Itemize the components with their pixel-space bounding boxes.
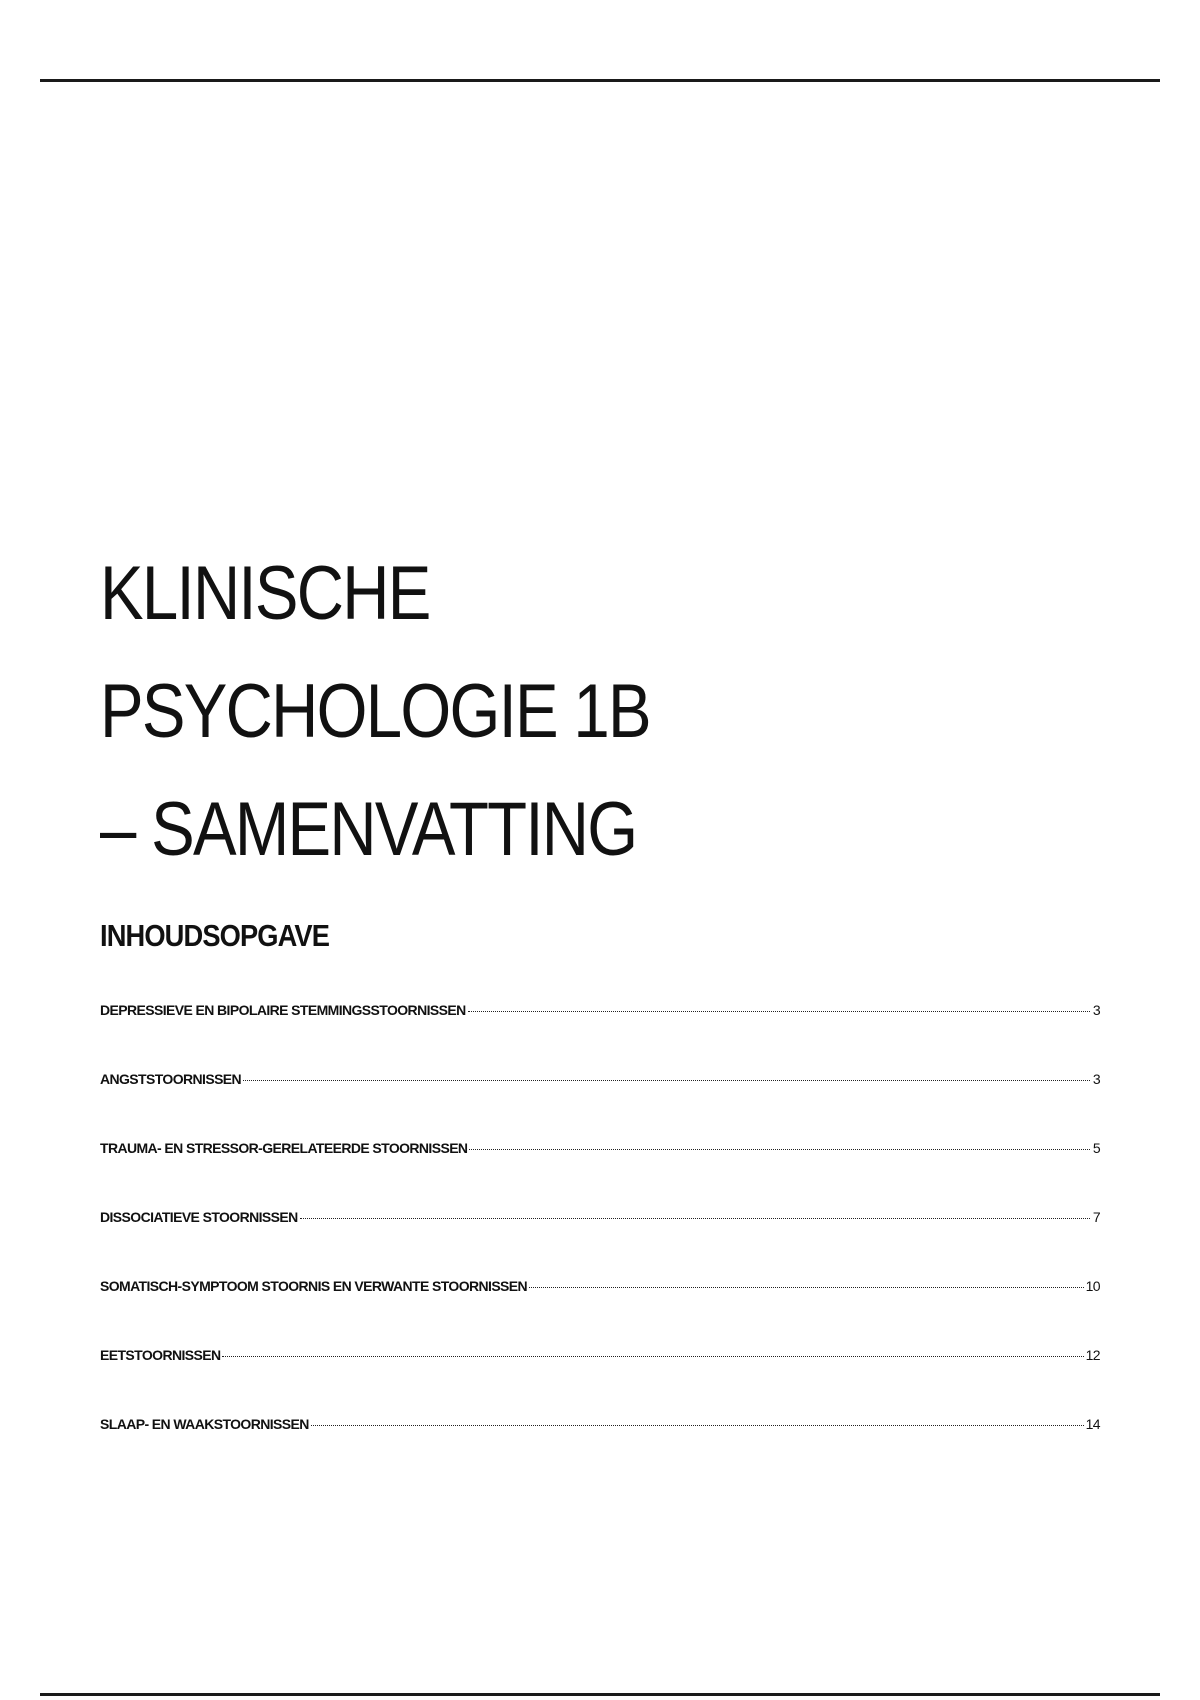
toc-entry-page: 3	[1092, 1071, 1100, 1087]
toc-dot-leader	[311, 1425, 1084, 1426]
title-line-1: KLINISCHE	[100, 551, 430, 636]
toc-dot-leader	[529, 1287, 1084, 1288]
toc-entry-label: TRAUMA- EN STRESSOR-GERELATEERDE STOORNISSEN	[100, 1140, 468, 1156]
toc-entry-page: 10	[1085, 1278, 1100, 1294]
toc-entry-depressieve[interactable]	[100, 1002, 1100, 1071]
toc-dot-leader	[222, 1356, 1083, 1357]
toc-entry-label: SLAAP- EN WAAKSTOORNISSEN	[100, 1416, 309, 1432]
toc-entry-label: SOMATISCH-SYMPTOOM STOORNIS EN VERWANTE STOORNISSEN	[100, 1278, 528, 1294]
header-rule	[40, 79, 1160, 82]
document-title	[100, 535, 650, 889]
toc-dot-leader	[243, 1080, 1090, 1081]
toc-entry-somatisch[interactable]	[100, 1278, 1100, 1347]
toc-entry-page: 7	[1092, 1209, 1100, 1225]
footer-rule	[40, 1693, 1160, 1696]
toc-dot-leader	[468, 1011, 1090, 1012]
table-of-contents	[100, 1002, 1100, 1485]
toc-entry-angst[interactable]	[100, 1071, 1100, 1140]
toc-entry-dissociatieve[interactable]	[100, 1209, 1100, 1278]
toc-entry-page: 14	[1085, 1416, 1100, 1432]
toc-entry-page: 5	[1092, 1140, 1100, 1156]
toc-entry-trauma[interactable]	[100, 1140, 1100, 1209]
toc-entry-label: ANGSTSTOORNISSEN	[100, 1071, 242, 1087]
toc-entry-eet[interactable]	[100, 1347, 1100, 1416]
toc-entry-page: 3	[1092, 1002, 1100, 1018]
toc-dot-leader	[469, 1149, 1090, 1150]
toc-entry-label: DEPRESSIEVE EN BIPOLAIRE STEMMINGSSTOORNISSEN	[100, 1002, 466, 1018]
title-line-2: PSYCHOLOGIE 1B	[100, 669, 650, 754]
toc-entry-label: DISSOCIATIEVE STOORNISSEN	[100, 1209, 298, 1225]
toc-entry-page: 12	[1085, 1347, 1100, 1363]
toc-dot-leader	[300, 1218, 1090, 1219]
toc-heading: INHOUDSOPGAVE	[100, 918, 330, 953]
toc-entry-label: EETSTOORNISSEN	[100, 1347, 221, 1363]
toc-entry-slaap[interactable]	[100, 1416, 1100, 1485]
title-line-3: – SAMENVATTING	[100, 787, 637, 872]
